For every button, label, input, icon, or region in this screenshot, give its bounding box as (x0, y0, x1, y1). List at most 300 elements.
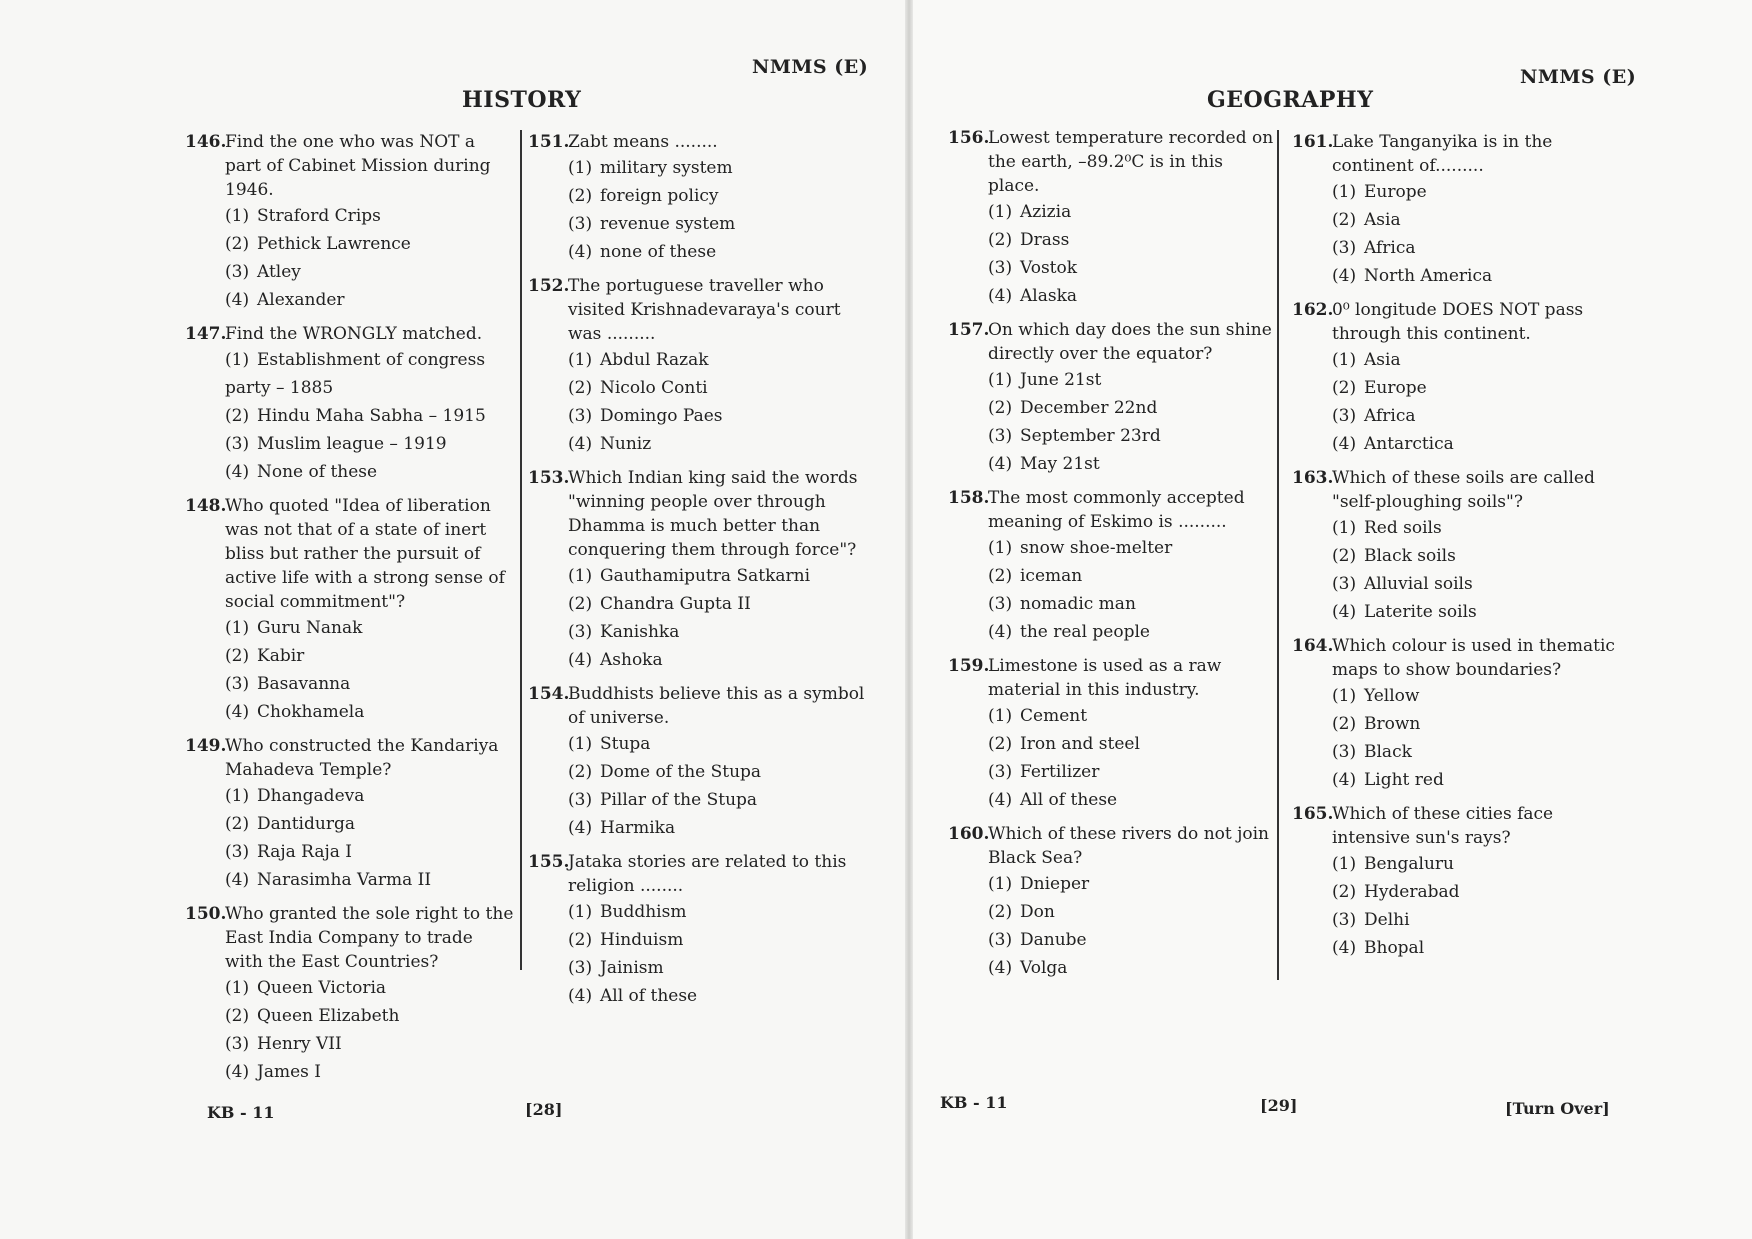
option-text: James I (257, 1062, 321, 1082)
answer-option (988, 394, 1278, 422)
option-text: Volga (1020, 958, 1068, 978)
answer-option (988, 534, 1278, 562)
answer-option (225, 642, 515, 670)
question-text: Who constructed the Kandariya Mahadeva Temple? (225, 736, 499, 780)
option-number: (2) (988, 398, 1013, 418)
answer-option (1332, 710, 1632, 738)
question-text: Buddhists believe this as a symbol of universe. (568, 684, 865, 728)
answer-options (225, 614, 515, 726)
option-text: Queen Elizabeth (257, 1006, 400, 1026)
option-number: (4) (1332, 434, 1357, 454)
answer-option (1332, 934, 1632, 962)
right-footer-code: KB - 11 (940, 1093, 1008, 1112)
option-text: Bhopal (1364, 938, 1425, 958)
answer-options (225, 782, 515, 894)
answer-option (988, 618, 1278, 646)
option-text: May 21st (1020, 454, 1100, 474)
answer-options (1332, 514, 1632, 626)
option-number: (1) (1332, 518, 1357, 538)
option-text: Buddhism (600, 902, 687, 922)
answer-option (988, 198, 1278, 226)
question-item (1292, 466, 1632, 626)
option-text: Dnieper (1020, 874, 1090, 894)
option-number: (1) (1332, 686, 1357, 706)
left-page-number: [28] (525, 1100, 563, 1119)
option-number: (1) (568, 350, 593, 370)
option-number: (1) (1332, 854, 1357, 874)
answer-option (568, 182, 868, 210)
question-stem (948, 822, 1278, 870)
answer-option (988, 226, 1278, 254)
question-item (528, 850, 868, 1010)
answer-option (225, 1030, 515, 1058)
option-number: (2) (1332, 378, 1357, 398)
option-number: (2) (988, 230, 1013, 250)
option-text: Iron and steel (1020, 734, 1140, 754)
question-number: 162. (1292, 300, 1334, 320)
question-item (948, 126, 1278, 310)
answer-options (1332, 682, 1632, 794)
answer-option (1332, 346, 1632, 374)
option-number: (3) (988, 762, 1013, 782)
answer-option (988, 926, 1278, 954)
right-page-number: [29] (1260, 1096, 1298, 1115)
question-item (948, 318, 1278, 478)
answer-option (568, 402, 868, 430)
answer-option (568, 758, 868, 786)
question-number: 163. (1292, 468, 1334, 488)
history-column-1 (185, 130, 515, 1094)
question-text: On which day does the sun shine directly over the equator? (988, 320, 1272, 364)
question-item (1292, 130, 1632, 290)
question-item (948, 822, 1278, 982)
answer-options (1332, 850, 1632, 962)
answer-option (225, 698, 515, 726)
answer-option (225, 974, 515, 1002)
answer-option (568, 238, 868, 266)
option-text: Hyderabad (1364, 882, 1460, 902)
answer-option (225, 838, 515, 866)
option-text: Stupa (600, 734, 651, 754)
option-text: Light red (1364, 770, 1444, 790)
option-text: Vostok (1020, 258, 1078, 278)
answer-options (568, 730, 868, 842)
option-text: Dome of the Stupa (600, 762, 762, 782)
question-item (185, 494, 515, 726)
question-number: 154. (528, 684, 570, 704)
question-stem (1292, 130, 1632, 178)
option-number: (3) (1332, 574, 1357, 594)
answer-option (1332, 514, 1632, 542)
geography-column-2 (1292, 130, 1632, 970)
option-number: (4) (568, 650, 593, 670)
question-text: Lowest temperature recorded on the earth, –89.2⁰C is in this place. (988, 128, 1274, 196)
option-text: Nicolo Conti (600, 378, 708, 398)
answer-option (225, 430, 515, 458)
option-number: (2) (568, 378, 593, 398)
option-number: (4) (1332, 266, 1357, 286)
right-header-code: NMMS (E) (1520, 66, 1637, 88)
question-number: 159. (948, 656, 990, 676)
option-text: none of these (600, 242, 717, 262)
answer-option (568, 730, 868, 758)
option-text: Fertilizer (1020, 762, 1100, 782)
option-text: Ashoka (600, 650, 663, 670)
option-text: Black (1364, 742, 1412, 762)
option-number: (1) (988, 874, 1013, 894)
answer-option (568, 562, 868, 590)
option-text: Henry VII (257, 1034, 342, 1054)
answer-option (568, 814, 868, 842)
question-item (185, 734, 515, 894)
option-number: (4) (568, 818, 593, 838)
option-number: (4) (988, 622, 1013, 642)
option-number: (1) (225, 978, 250, 998)
question-stem (948, 486, 1278, 534)
question-text: Lake Tanganyika is in the continent of......... (1332, 132, 1553, 176)
answer-option (988, 758, 1278, 786)
answer-option (1332, 542, 1632, 570)
question-stem (185, 322, 515, 346)
question-text: Who quoted "Idea of liberation was not that of a state of inert bliss but rather the pursuit of active life with a strong sense of social commitment"? (225, 496, 505, 612)
question-number: 148. (185, 496, 227, 516)
answer-option (988, 786, 1278, 814)
left-footer-code: KB - 11 (207, 1103, 275, 1122)
option-number: (3) (1332, 742, 1357, 762)
answer-option (225, 866, 515, 894)
answer-option (225, 1058, 515, 1086)
answer-option (568, 430, 868, 458)
option-number: (3) (1332, 910, 1357, 930)
option-text: Nuniz (600, 434, 652, 454)
answer-option (225, 670, 515, 698)
option-text: Europe (1364, 182, 1427, 202)
answer-option (568, 618, 868, 646)
question-text: Zabt means ........ (568, 132, 718, 152)
answer-option (988, 898, 1278, 926)
left-subject-title: HISTORY (462, 87, 582, 113)
question-stem (948, 318, 1278, 366)
option-text: Straford Crips (257, 206, 381, 226)
option-number: (3) (568, 790, 593, 810)
option-number: (1) (988, 202, 1013, 222)
question-text: Which of these rivers do not join Black Sea? (988, 824, 1270, 868)
option-number: (1) (225, 350, 250, 370)
answer-option (1332, 766, 1632, 794)
option-text: Alexander (257, 290, 345, 310)
question-number: 147. (185, 324, 227, 344)
option-text: Chokhamela (257, 702, 365, 722)
option-text: Queen Victoria (257, 978, 387, 998)
question-stem (185, 902, 515, 974)
option-text: Alluvial soils (1364, 574, 1473, 594)
option-number: (3) (1332, 406, 1357, 426)
option-number: (1) (225, 206, 250, 226)
question-number: 151. (528, 132, 570, 152)
option-text: Europe (1364, 378, 1427, 398)
answer-option (568, 374, 868, 402)
question-text: Which colour is used in thematic maps to show boundaries? (1332, 636, 1615, 680)
option-number: (3) (225, 262, 250, 282)
answer-option (1332, 570, 1632, 598)
option-text: Basavanna (257, 674, 351, 694)
answer-option (225, 346, 515, 402)
option-number: (2) (225, 1006, 250, 1026)
option-number: (4) (1332, 938, 1357, 958)
option-text: Asia (1364, 350, 1401, 370)
answer-option (568, 786, 868, 814)
option-number: (3) (988, 426, 1013, 446)
question-number: 146. (185, 132, 227, 152)
geography-column-1 (948, 126, 1278, 990)
option-text: nomadic man (1020, 594, 1136, 614)
answer-option (988, 590, 1278, 618)
option-text: Yellow (1364, 686, 1420, 706)
right-column-divider (1277, 130, 1279, 980)
question-stem (1292, 802, 1632, 850)
question-number: 150. (185, 904, 227, 924)
history-column-2 (528, 130, 868, 1018)
question-text: Limestone is used as a raw material in this industry. (988, 656, 1222, 700)
option-number: (1) (568, 566, 593, 586)
question-number: 160. (948, 824, 990, 844)
option-text: Africa (1364, 406, 1416, 426)
option-number: (2) (1332, 714, 1357, 734)
option-number: (1) (568, 158, 593, 178)
option-text: All of these (600, 986, 698, 1006)
option-number: (2) (568, 594, 593, 614)
answer-option (568, 926, 868, 954)
answer-option (1332, 850, 1632, 878)
option-text: All of these (1020, 790, 1118, 810)
option-text: Hindu Maha Sabha – 1915 (257, 406, 486, 426)
answer-options (225, 346, 515, 486)
option-text: Narasimha Varma II (257, 870, 432, 890)
question-item (185, 902, 515, 1086)
option-number: (2) (568, 186, 593, 206)
answer-option (988, 730, 1278, 758)
option-text: Harmika (600, 818, 676, 838)
answer-option (1332, 206, 1632, 234)
question-stem (528, 466, 868, 562)
answer-options (1332, 178, 1632, 290)
answer-options (568, 562, 868, 674)
option-number: (2) (225, 646, 250, 666)
question-stem (528, 850, 868, 898)
option-text: Establishment of congress party – 1885 (225, 350, 486, 398)
answer-options (1332, 346, 1632, 458)
option-text: Black soils (1364, 546, 1456, 566)
answer-option (568, 154, 868, 182)
option-text: Red soils (1364, 518, 1442, 538)
question-item (185, 322, 515, 486)
option-number: (2) (988, 902, 1013, 922)
question-number: 158. (948, 488, 990, 508)
question-number: 165. (1292, 804, 1334, 824)
option-number: (1) (568, 902, 593, 922)
answer-options (568, 898, 868, 1010)
option-number: (4) (1332, 770, 1357, 790)
question-number: 149. (185, 736, 227, 756)
turn-over-label: [Turn Over] (1505, 1099, 1610, 1118)
option-number: (4) (225, 1062, 250, 1082)
question-stem (528, 130, 868, 154)
option-number: (3) (568, 214, 593, 234)
option-text: Gauthamiputra Satkarni (600, 566, 811, 586)
option-number: (4) (1332, 602, 1357, 622)
option-number: (2) (988, 734, 1013, 754)
answer-option (1332, 374, 1632, 402)
question-text: The most commonly accepted meaning of Eskimo is ......... (988, 488, 1245, 532)
answer-option (1332, 878, 1632, 906)
option-number: (1) (225, 618, 250, 638)
option-text: revenue system (600, 214, 736, 234)
option-number: (3) (1332, 238, 1357, 258)
option-number: (4) (225, 290, 250, 310)
option-number: (2) (225, 234, 250, 254)
option-number: (4) (568, 986, 593, 1006)
option-number: (4) (988, 790, 1013, 810)
question-item (528, 682, 868, 842)
option-number: (3) (225, 674, 250, 694)
answer-option (1332, 178, 1632, 206)
option-number: (3) (568, 622, 593, 642)
question-stem (948, 126, 1278, 198)
option-number: (1) (988, 538, 1013, 558)
option-number: (1) (225, 786, 250, 806)
answer-option (568, 954, 868, 982)
option-text: iceman (1020, 566, 1083, 586)
option-number: (1) (1332, 182, 1357, 202)
question-stem (1292, 634, 1632, 682)
question-text: The portuguese traveller who visited Krishnadevaraya's court was ......... (568, 276, 841, 344)
answer-option (568, 982, 868, 1010)
question-text: Find the WRONGLY matched. (225, 324, 483, 344)
answer-option (568, 346, 868, 374)
answer-option (988, 282, 1278, 310)
option-text: snow shoe-melter (1020, 538, 1173, 558)
question-item (185, 130, 515, 314)
option-text: Domingo Paes (600, 406, 723, 426)
option-number: (3) (988, 258, 1013, 278)
question-text: Which Indian king said the words "winning people over through Dhamma is much better than conquering them through force"? (568, 468, 858, 560)
left-header-code: NMMS (E) (752, 56, 869, 78)
option-text: Laterite soils (1364, 602, 1477, 622)
option-text: Hinduism (600, 930, 684, 950)
answer-options (225, 974, 515, 1086)
option-text: Jainism (600, 958, 664, 978)
option-number: (2) (568, 930, 593, 950)
option-number: (4) (988, 958, 1013, 978)
question-item (948, 486, 1278, 646)
option-number: (3) (988, 594, 1013, 614)
answer-option (225, 810, 515, 838)
option-text: Kanishka (600, 622, 680, 642)
question-stem (185, 734, 515, 782)
answer-option (568, 210, 868, 238)
question-item (528, 274, 868, 458)
question-stem (528, 682, 868, 730)
option-number: (2) (225, 814, 250, 834)
option-number: (2) (1332, 882, 1357, 902)
question-text: Jataka stories are related to this religion ........ (568, 852, 847, 896)
question-item (528, 130, 868, 266)
question-text: 0⁰ longitude DOES NOT pass through this continent. (1332, 300, 1584, 344)
option-number: (4) (988, 286, 1013, 306)
option-text: Abdul Razak (600, 350, 709, 370)
answer-option (988, 702, 1278, 730)
answer-options (988, 534, 1278, 646)
answer-option (988, 254, 1278, 282)
option-text: Raja Raja I (257, 842, 352, 862)
option-number: (3) (988, 930, 1013, 950)
answer-options (988, 870, 1278, 982)
question-text: Find the one who was NOT a part of Cabinet Mission during 1946. (225, 132, 491, 200)
option-number: (3) (225, 434, 250, 454)
answer-option (568, 646, 868, 674)
option-text: military system (600, 158, 733, 178)
question-item (528, 466, 868, 674)
option-number: (2) (568, 762, 593, 782)
answer-option (225, 458, 515, 486)
option-text: Chandra Gupta II (600, 594, 751, 614)
answer-option (1332, 430, 1632, 458)
option-number: (1) (568, 734, 593, 754)
option-number: (4) (568, 434, 593, 454)
answer-option (225, 1002, 515, 1030)
option-text: Drass (1020, 230, 1070, 250)
question-text: Which of these soils are called "self-ploughing soils"? (1332, 468, 1595, 512)
option-number: (3) (225, 1034, 250, 1054)
option-number: (1) (1332, 350, 1357, 370)
option-number: (4) (568, 242, 593, 262)
answer-options (225, 202, 515, 314)
option-text: Antarctica (1364, 434, 1454, 454)
answer-option (1332, 234, 1632, 262)
answer-option (988, 954, 1278, 982)
answer-option (225, 258, 515, 286)
option-text: Dantidurga (257, 814, 355, 834)
option-text: September 23rd (1020, 426, 1161, 446)
option-text: December 22nd (1020, 398, 1158, 418)
option-text: Brown (1364, 714, 1421, 734)
answer-option (1332, 738, 1632, 766)
option-text: Muslim league – 1919 (257, 434, 447, 454)
question-stem (948, 654, 1278, 702)
question-stem (1292, 466, 1632, 514)
question-number: 161. (1292, 132, 1334, 152)
option-text: Africa (1364, 238, 1416, 258)
answer-option (988, 450, 1278, 478)
option-text: North America (1364, 266, 1493, 286)
answer-option (988, 870, 1278, 898)
option-number: (2) (1332, 546, 1357, 566)
question-stem (1292, 298, 1632, 346)
question-number: 155. (528, 852, 570, 872)
question-item (1292, 634, 1632, 794)
option-text: Guru Nanak (257, 618, 363, 638)
answer-option (988, 422, 1278, 450)
question-number: 164. (1292, 636, 1334, 656)
option-text: None of these (257, 462, 378, 482)
question-text: Which of these cities face intensive sun's rays? (1332, 804, 1554, 848)
left-column-divider (520, 130, 522, 970)
answer-option (225, 286, 515, 314)
answer-option (1332, 682, 1632, 710)
option-text: Delhi (1364, 910, 1410, 930)
option-text: Asia (1364, 210, 1401, 230)
option-text: Kabir (257, 646, 305, 666)
